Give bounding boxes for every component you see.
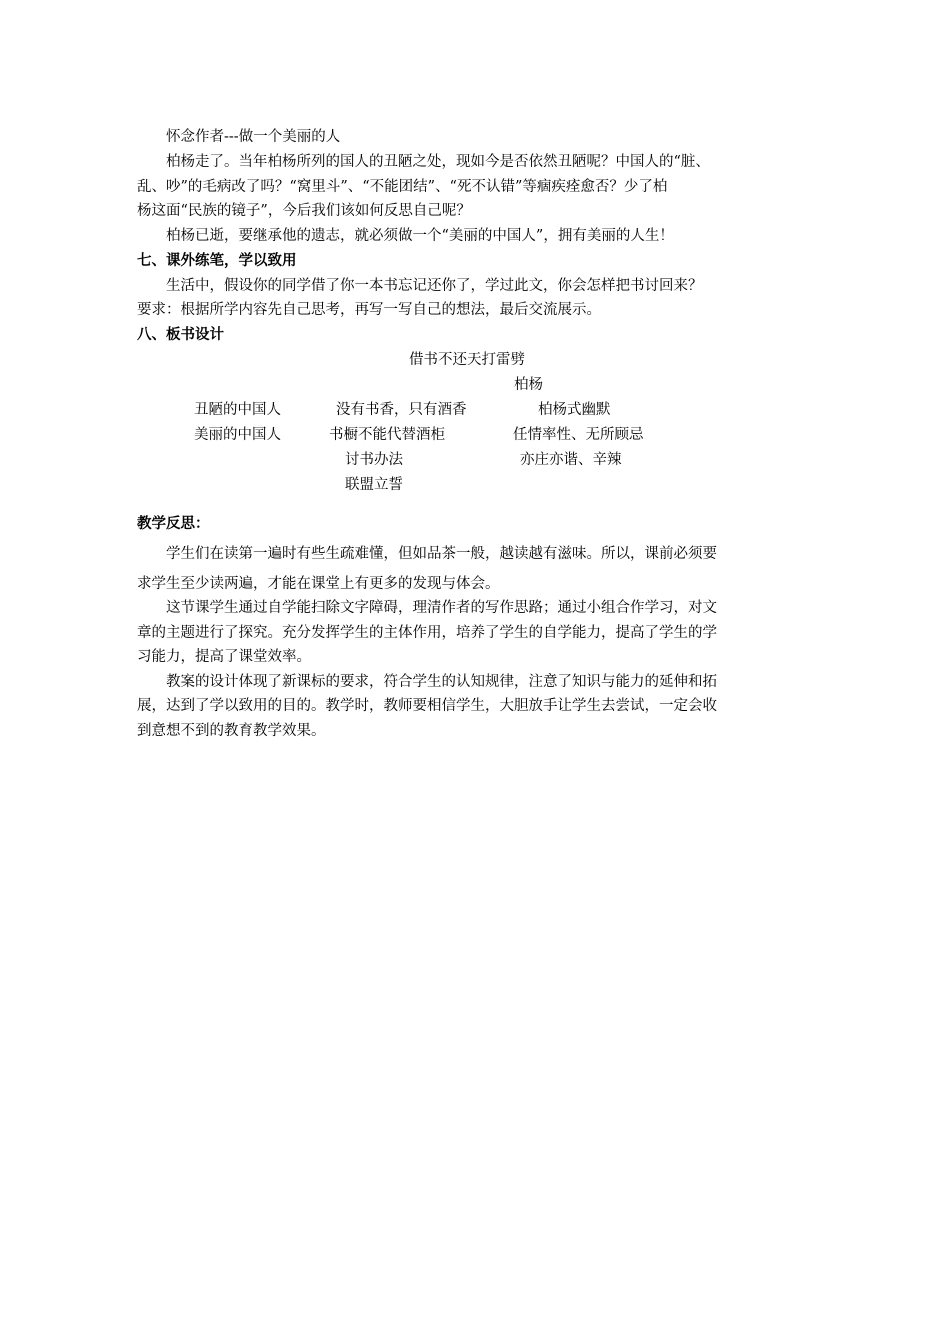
board-author: 柏杨 [514,377,543,393]
section-7-line-1: 生活中，假设你的同学借了你一本书忘记还你了，学过此文，你会怎样把书讨回来？ [166,278,703,294]
reflection-paragraph-3-line-3: 到意想不到的教育教学效果。 [137,723,326,739]
board-row-1-col-2: 没有书香，只有酒香 [336,402,467,418]
board-row-2-col-3: 任情率性、无所顾忌 [513,427,644,443]
board-row-1-col-3: 柏杨式幽默 [538,402,611,418]
reflection-paragraph-3-line-2: 展，达到了学以致用的目的。教学时，教师要相信学生，大胆放手让学生去尝试，一定会收 [137,698,717,714]
reflection-paragraph-1-line-2: 求学生至少读两遍，才能在课堂上有更多的发现与体会。 [137,576,500,592]
memorial-title: 怀念作者---做一个美丽的人 [166,129,341,145]
reflection-paragraph-2-line-3: 习能力，提高了课堂效率。 [137,649,311,665]
memorial-paragraph-1-line-1: 柏杨走了。当年柏杨所列的国人的丑陋之处，现如今是否依然丑陋呢？中国人的“脏、 [166,154,710,170]
reflection-paragraph-2-line-2: 章的主题进行了探究。充分发挥学生的主体作用，培养了学生的自学能力，提高了学生的学 [137,625,717,641]
memorial-paragraph-1-line-3: 杨这面“民族的镜子”，今后我们该如何反思自己呢？ [137,203,471,219]
board-row-3-col-2: 讨书办法 [345,452,403,468]
board-row-2-col-2: 书橱不能代替酒柜 [329,427,445,443]
reflection-paragraph-1-line-1: 学生们在读第一遍时有些生疏难懂，但如品茶一般，越读越有滋味。所以，课前必须要 [166,546,717,562]
board-row-1-col-1: 丑陋的中国人 [194,402,281,418]
board-row-4-col-2: 联盟立誓 [345,477,403,493]
memorial-paragraph-1-line-2: 乱、吵”的毛病改了吗？“窝里斗”、“不能团结”、“死不认错”等痼疾痊愈否？少了柏 [137,179,668,195]
section-7-heading: 七、课外练笔，学以致用 [137,253,297,269]
board-row-2-col-1: 美丽的中国人 [194,427,281,443]
memorial-paragraph-2: 柏杨已逝，要继承他的遗志，就必须做一个“美丽的中国人”，拥有美丽的人生！ [166,228,674,244]
reflection-heading: 教学反思： [137,516,210,532]
section-8-heading: 八、板书设计 [137,327,224,343]
reflection-paragraph-3-line-1: 教案的设计体现了新课标的要求，符合学生的认知规律，注意了知识与能力的延伸和拓 [166,674,717,690]
board-title: 借书不还天打雷劈 [409,352,525,368]
board-row-3-col-3: 亦庄亦谐、辛辣 [520,452,622,468]
section-7-requirement: 要求：根据所学内容先自己思考，再写一写自己的想法，最后交流展示。 [137,302,601,318]
reflection-paragraph-2-line-1: 这节课学生通过自学能扫除文字障碍，理清作者的写作思路；通过小组合作学习，对文 [166,600,717,616]
